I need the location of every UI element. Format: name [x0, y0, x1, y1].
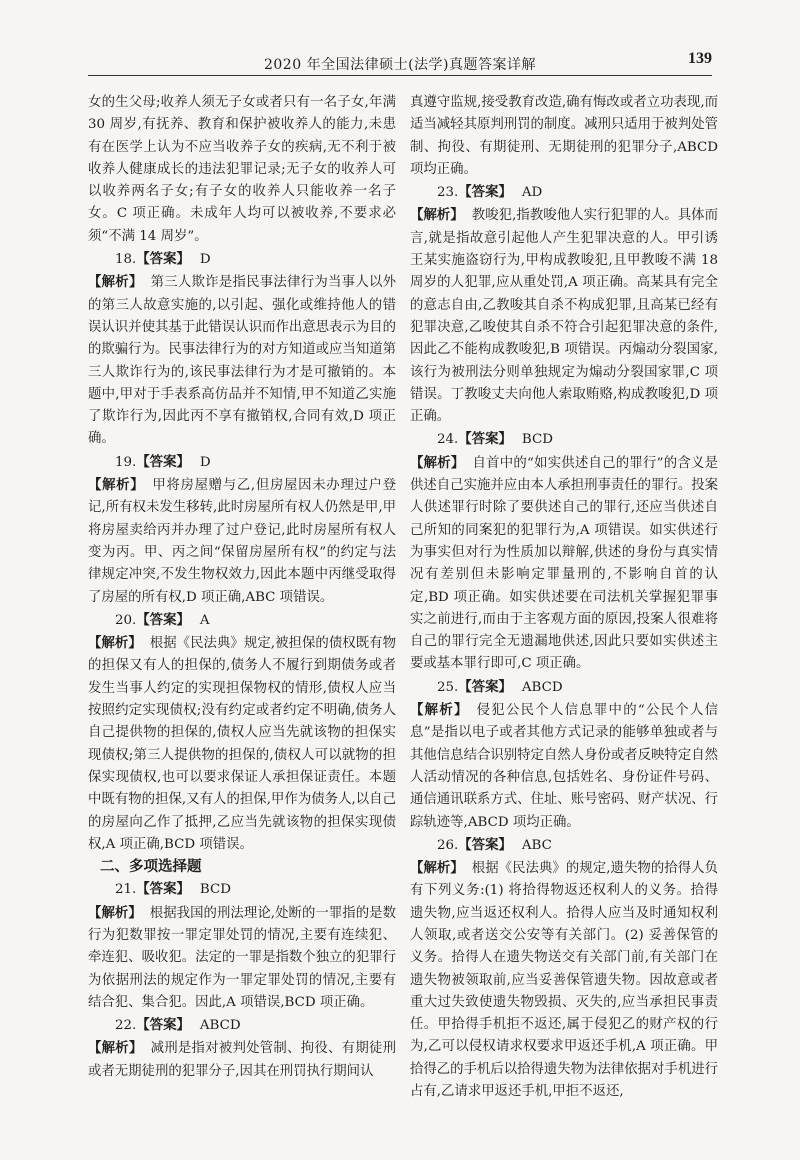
- analysis-paragraph: [88, 1037, 396, 1083]
- analysis-paragraph: [410, 699, 718, 834]
- page-number: 139: [688, 50, 712, 67]
- analysis-label: 【解析】: [410, 702, 469, 719]
- analysis-paragraph: [410, 857, 718, 1103]
- analysis-text: 自首中的“如实供述自己的罪行”的含义是供述自己实施并应由本人承担刑事责任的罪行。投案人供述罪行时除了要供述自己的罪行,还应当供述自己所知的同案犯的犯罪行为,A 项错误。如实供述行为事实但对行为性质加以辩解,供述的身份与真实情况有差别但未影响定罪量刑的,不影响自首的认定,BD 项正确。如实供述要在司法机关掌握犯罪事实之前进行,而由于主客观方面的原因,投案人很难将自己的罪行完全无遗漏地供述,因此只要如实供述主要或基本罪行即可,C 项正确。: [410, 455, 718, 672]
- answer-line: [88, 451, 396, 474]
- answer-label: 【答案】: [458, 836, 512, 853]
- left-column: [88, 92, 396, 1083]
- header-rule: [88, 75, 712, 76]
- answer-label: 【答案】: [458, 184, 512, 201]
- answer-line: [410, 676, 718, 699]
- answer-line: [410, 428, 718, 451]
- answer-line: [88, 1014, 396, 1037]
- question-number: 21.: [115, 882, 137, 898]
- analysis-label: 【解析】: [88, 477, 145, 494]
- analysis-text: 教唆犯,指教唆他人实行犯罪的人。具体而言,就是指故意引起他人产生犯罪决意的人。甲引诱王某实施盗窃行为,甲构成教唆犯,且甲教唆不满 18 周岁的人犯罪,应从重处罚,A 项正确。高某具有完全的意志自由,乙教唆其自杀不构成犯罪,且高某已经有犯罪决意,乙唆使其自杀不符合引起犯罪决意的条件,因此乙不能构成教唆犯,B 项错误。丙煽动分裂国家,该行为被刑法分则单独规定为煽动分裂国家罪,C 项错误。丁教唆丈夫向他人索取贿赂,构成教唆犯,D 项正确。: [410, 208, 719, 425]
- analysis-text: 减刑是指对被判处管制、拘役、有期徒刑或者无期徒刑的犯罪分子,因其在刑罚执行期间认: [88, 1041, 397, 1079]
- running-header: [88, 46, 712, 76]
- analysis-paragraph: [410, 452, 718, 676]
- answer-value: ABCD: [199, 1018, 241, 1034]
- answer-label: 【答案】: [136, 881, 190, 898]
- answer-value: BCD: [521, 432, 553, 448]
- question-number: 22.: [115, 1018, 137, 1034]
- analysis-text: 侵犯公民个人信息罪中的“公民个人信息”是指以电子或者其他方式记录的能够单独或者与其他信息结合识别特定自然人身份或者反映特定自然人活动情况的各种信息,包括姓名、身份证件号码、通信通讯联系方式、住址、账号密码、财产状况、行踪轨迹等,ABCD 项均正确。: [410, 703, 718, 830]
- book-title: 2020 年全国法律硕士(法学)真题答案详解: [263, 57, 536, 73]
- answer-value: ABC: [521, 837, 552, 853]
- analysis-label: 【解析】: [88, 1040, 143, 1057]
- question-number: 26.: [437, 837, 459, 853]
- question-number: 19.: [115, 454, 137, 470]
- analysis-paragraph: [88, 474, 396, 609]
- question-number: 20.: [115, 612, 137, 628]
- analysis-paragraph: [410, 204, 718, 428]
- question-number: 23.: [437, 185, 459, 201]
- answer-label: 【答案】: [136, 251, 190, 268]
- answer-line: [410, 181, 718, 204]
- answer-value: D: [199, 252, 211, 268]
- answer-line: [88, 878, 396, 901]
- analysis-label: 【解析】: [88, 635, 142, 652]
- analysis-label: 【解析】: [410, 207, 464, 224]
- analysis-text: 根据我国的刑法理论,处断的一罪指的是数行为犯数罪按一罪定罪处罚的情况,主要有连续犯、牵连犯、吸收犯。法定的一罪是指数个独立的犯罪行为依据刑法的规定作为一罪定罪处罚的情况,主要有结合犯、集合犯。因此,A 项错误,BCD 项正确。: [88, 905, 397, 1010]
- continued-paragraph: 真遵守监规,接受教育改造,确有悔改或者立功表现,而适当减轻其原判刑罚的制度。减刑只适用于被判处管制、拘役、有期徒刑、无期徒刑的犯罪分子,ABCD 项均正确。: [410, 95, 718, 177]
- analysis-text: 根据《民法典》规定,被担保的债权既有物的担保又有人的担保的,债务人不履行到期债务或者发生当事人约定的实现担保物权的情形,债权人应当按照约定实现债权;没有约定或者约定不明确,债务人自己提供物的担保的,债权人应当先就该物的担保实现债权;第三人提供物的担保的,债权人可以就物的担保实现债权,也可以要求保证人承担保证责任。本题中既有物的担保,又有人的担保,甲作为债务人,以自己的房屋向乙作了抵押,乙应当先就该物的担保实现债权,A 项正确,BCD 项错误。: [88, 636, 397, 852]
- analysis-paragraph: [88, 902, 396, 1014]
- analysis-text: 甲将房屋赠与乙,但房屋因未办理过户登记,所有权未发生移转,此时房屋所有权人仍然是甲,甲将房屋卖给丙并办理了过户登记,此时房屋所有权人变为丙。甲、丙之间“保留房屋所有权”的约定与法律规定冲突,不发生物权效力,因此本题中丙继受取得了房屋的所有权,D 项正确,ABC 项错误。: [88, 478, 397, 605]
- analysis-label: 【解析】: [88, 904, 142, 921]
- answer-label: 【答案】: [136, 611, 190, 628]
- answer-value: ABCD: [521, 679, 563, 695]
- right-column: [410, 92, 718, 1103]
- answer-value: A: [199, 612, 210, 628]
- analysis-paragraph: [88, 632, 396, 856]
- analysis-label: 【解析】: [410, 860, 464, 877]
- question-number: 18.: [115, 252, 137, 268]
- answer-label: 【答案】: [458, 678, 512, 695]
- continued-paragraph: 女的生父母;收养人须无子女或者只有一名子女,年满 30 周岁,有抚养、教育和保护被收养人的能力,未患有在医学上认为不应当收养子女的疾病,无不利于被收养人健康成长的违法犯罪记录;无子女的收养人可以收养两名子女;有子女的收养人只能收养一名子女。C 项正确。未成年人均可以被收养,不要求必须“不满 14 周岁”。: [88, 95, 396, 244]
- analysis-label: 【解析】: [88, 274, 143, 291]
- analysis-text: 第三人欺诈是指民事法律行为当事人以外的第三人故意实施的,以引起、强化或维持他人的错误认识并使其基于此错误认识而作出意思表示为目的的欺骗行为。民事法律行为的对方知道或应当知道第三人欺诈行为的,该民事法律行为才是可撤销的。本题中,甲对于手表系高仿品并不知情,甲不知道乙实施了欺诈行为,因此丙不享有撤销权,合同有效,D 项正确。: [88, 275, 397, 447]
- answer-value: AD: [521, 185, 543, 201]
- answer-value: D: [199, 454, 211, 470]
- analysis-paragraph: [88, 271, 396, 450]
- question-number: 25.: [437, 679, 459, 695]
- answer-line: [410, 834, 718, 857]
- analysis-text: 根据《民法典》的规定,遗失物的拾得人负有下列义务:(1) 将拾得物返还权利人的义务。拾得遗失物,应当返还权利人。拾得人应当及时通知权利人领取,或者送交公安等有关部门。(2) 妥善保管的义务。拾得人在遗失物送交有关部门前,有关部门在遗失物被领取前,应当妥善保管遗失物。因故意或者重大过失致使遗失物毁损、灭失的,应当承担民事责任。甲拾得手机拒不返还,属于侵犯乙的财产权的行为,乙可以侵权请求权要求甲返还手机,A 项正确。甲拾得乙的手机后以拾得遗失物为法律依据对手机进行占有,乙请求甲返还手机,甲拒不返还,: [410, 861, 719, 1100]
- section-heading: 二、多项选择题: [100, 858, 202, 876]
- answer-line: [88, 609, 396, 632]
- analysis-label: 【解析】: [410, 454, 465, 471]
- answer-line: [88, 248, 396, 271]
- answer-value: BCD: [199, 882, 231, 898]
- answer-label: 【答案】: [136, 1017, 190, 1034]
- answer-label: 【答案】: [458, 431, 512, 448]
- question-number: 24.: [437, 432, 459, 448]
- answer-label: 【答案】: [136, 453, 190, 470]
